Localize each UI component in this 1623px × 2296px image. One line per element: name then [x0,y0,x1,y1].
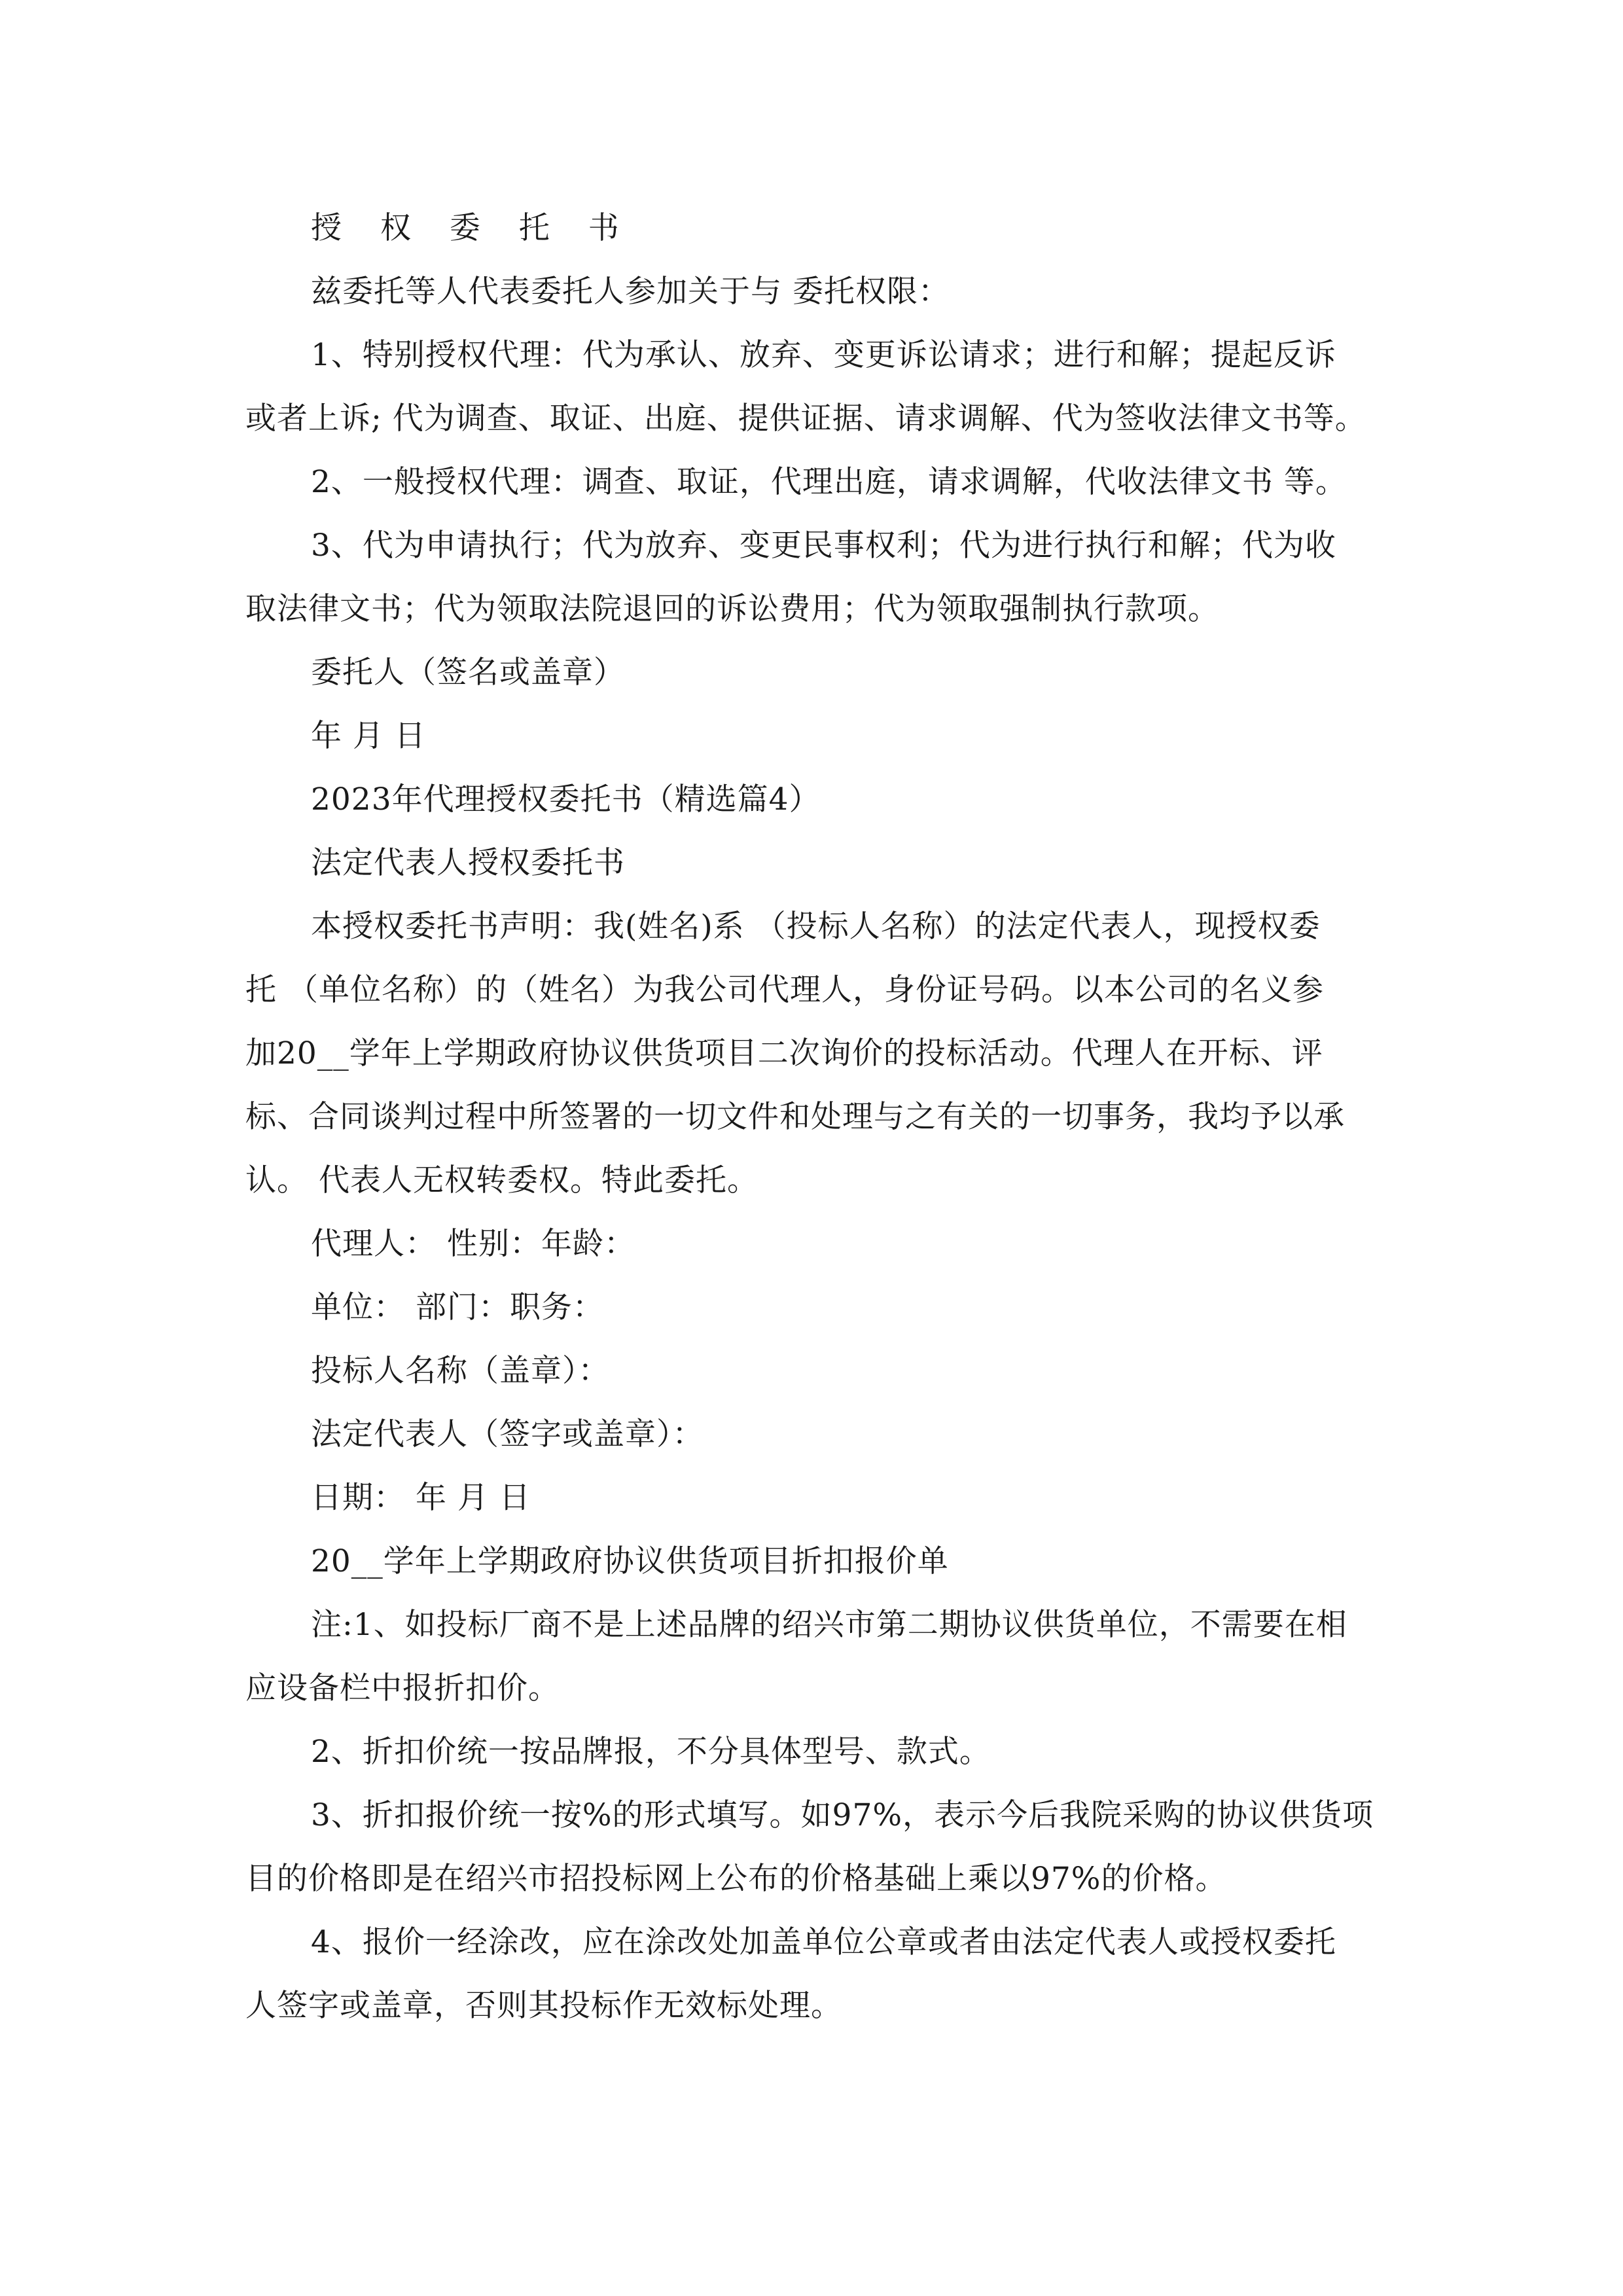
paragraph-line: 加20__学年上学期政府协议供货项目二次询价的投标活动。代理人在开标、评 [245,1035,1323,1071]
paragraph-line: 4、报价一经涂改，应在涂改处加盖单位公章或者由法定代表人或授权委托 [311,1924,1336,1960]
date-line: 年 月 日 [311,718,426,754]
paragraph-line: 2、一般授权代理：调查、取证，代理出庭，请求调解，代收法律文书 等。 [311,464,1347,500]
date-line: 日期： 年 月 日 [311,1480,531,1516]
paragraph-line: 1、特别授权代理：代为承认、放弃、变更诉讼请求；进行和解；提起反诉 [311,337,1336,373]
paragraph-line: 取法律文书；代为领取法院退回的诉讼费用；代为领取强制执行款项。 [245,591,1219,627]
paragraph-line: 本授权委托书声明：我(姓名)系 （投标人名称）的法定代表人，现授权委 [311,908,1321,944]
paragraph-line: 2、折扣价统一按品牌报，不分具体型号、款式。 [311,1734,991,1770]
document-title: 授 权 委 托 书 [311,210,633,246]
paragraph-line: 标、合同谈判过程中所签署的一切文件和处理与之有关的一切事务，我均予以承 [245,1099,1345,1135]
form-field-line: 投标人名称（盖章）： [311,1353,610,1389]
form-field-line: 法定代表人（签字或盖章）： [311,1416,704,1452]
signature-line: 委托人（签名或盖章） [311,655,625,691]
paragraph-line: 兹委托等人代表委托人参加关于与 委托权限： [311,274,950,310]
paragraph-line: 3、折扣报价统一按%的形式填写。如97%，表示今后我院采购的协议供货项 [311,1797,1374,1833]
paragraph-line: 人签字或盖章，否则其投标作无效标处理。 [245,1988,842,2024]
paragraph-line: 托 （单位名称）的（姓名）为我公司代理人，身份证号码。以本公司的名义参 [245,972,1324,1008]
paragraph-line: 注:1、如投标厂商不是上述品牌的绍兴市第二期协议供货单位，不需要在相 [311,1607,1347,1643]
section-subheading: 法定代表人授权委托书 [311,845,625,881]
section-heading: 2023年代理授权委托书（精选篇4） [311,781,821,817]
form-field-line: 代理人： 性别：年龄： [311,1226,635,1262]
paragraph-line: 目的价格即是在绍兴市招投标网上公布的价格基础上乘以97%的价格。 [245,1861,1227,1897]
form-field-line: 单位： 部门：职务： [311,1289,604,1325]
paragraph-line: 3、代为申请执行；代为放弃、变更民事权利；代为进行执行和解；代为收 [311,528,1336,564]
paragraph-line: 认。 代表人无权转委权。特此委托。 [245,1162,758,1198]
section-heading: 20__学年上学期政府协议供货项目折扣报价单 [311,1543,949,1579]
paragraph-line: 或者上诉; 代为调查、取证、出庭、提供证据、请求调解、代为签收法律文书等。 [245,401,1366,437]
paragraph-line: 应设备栏中报折扣价。 [245,1670,560,1706]
